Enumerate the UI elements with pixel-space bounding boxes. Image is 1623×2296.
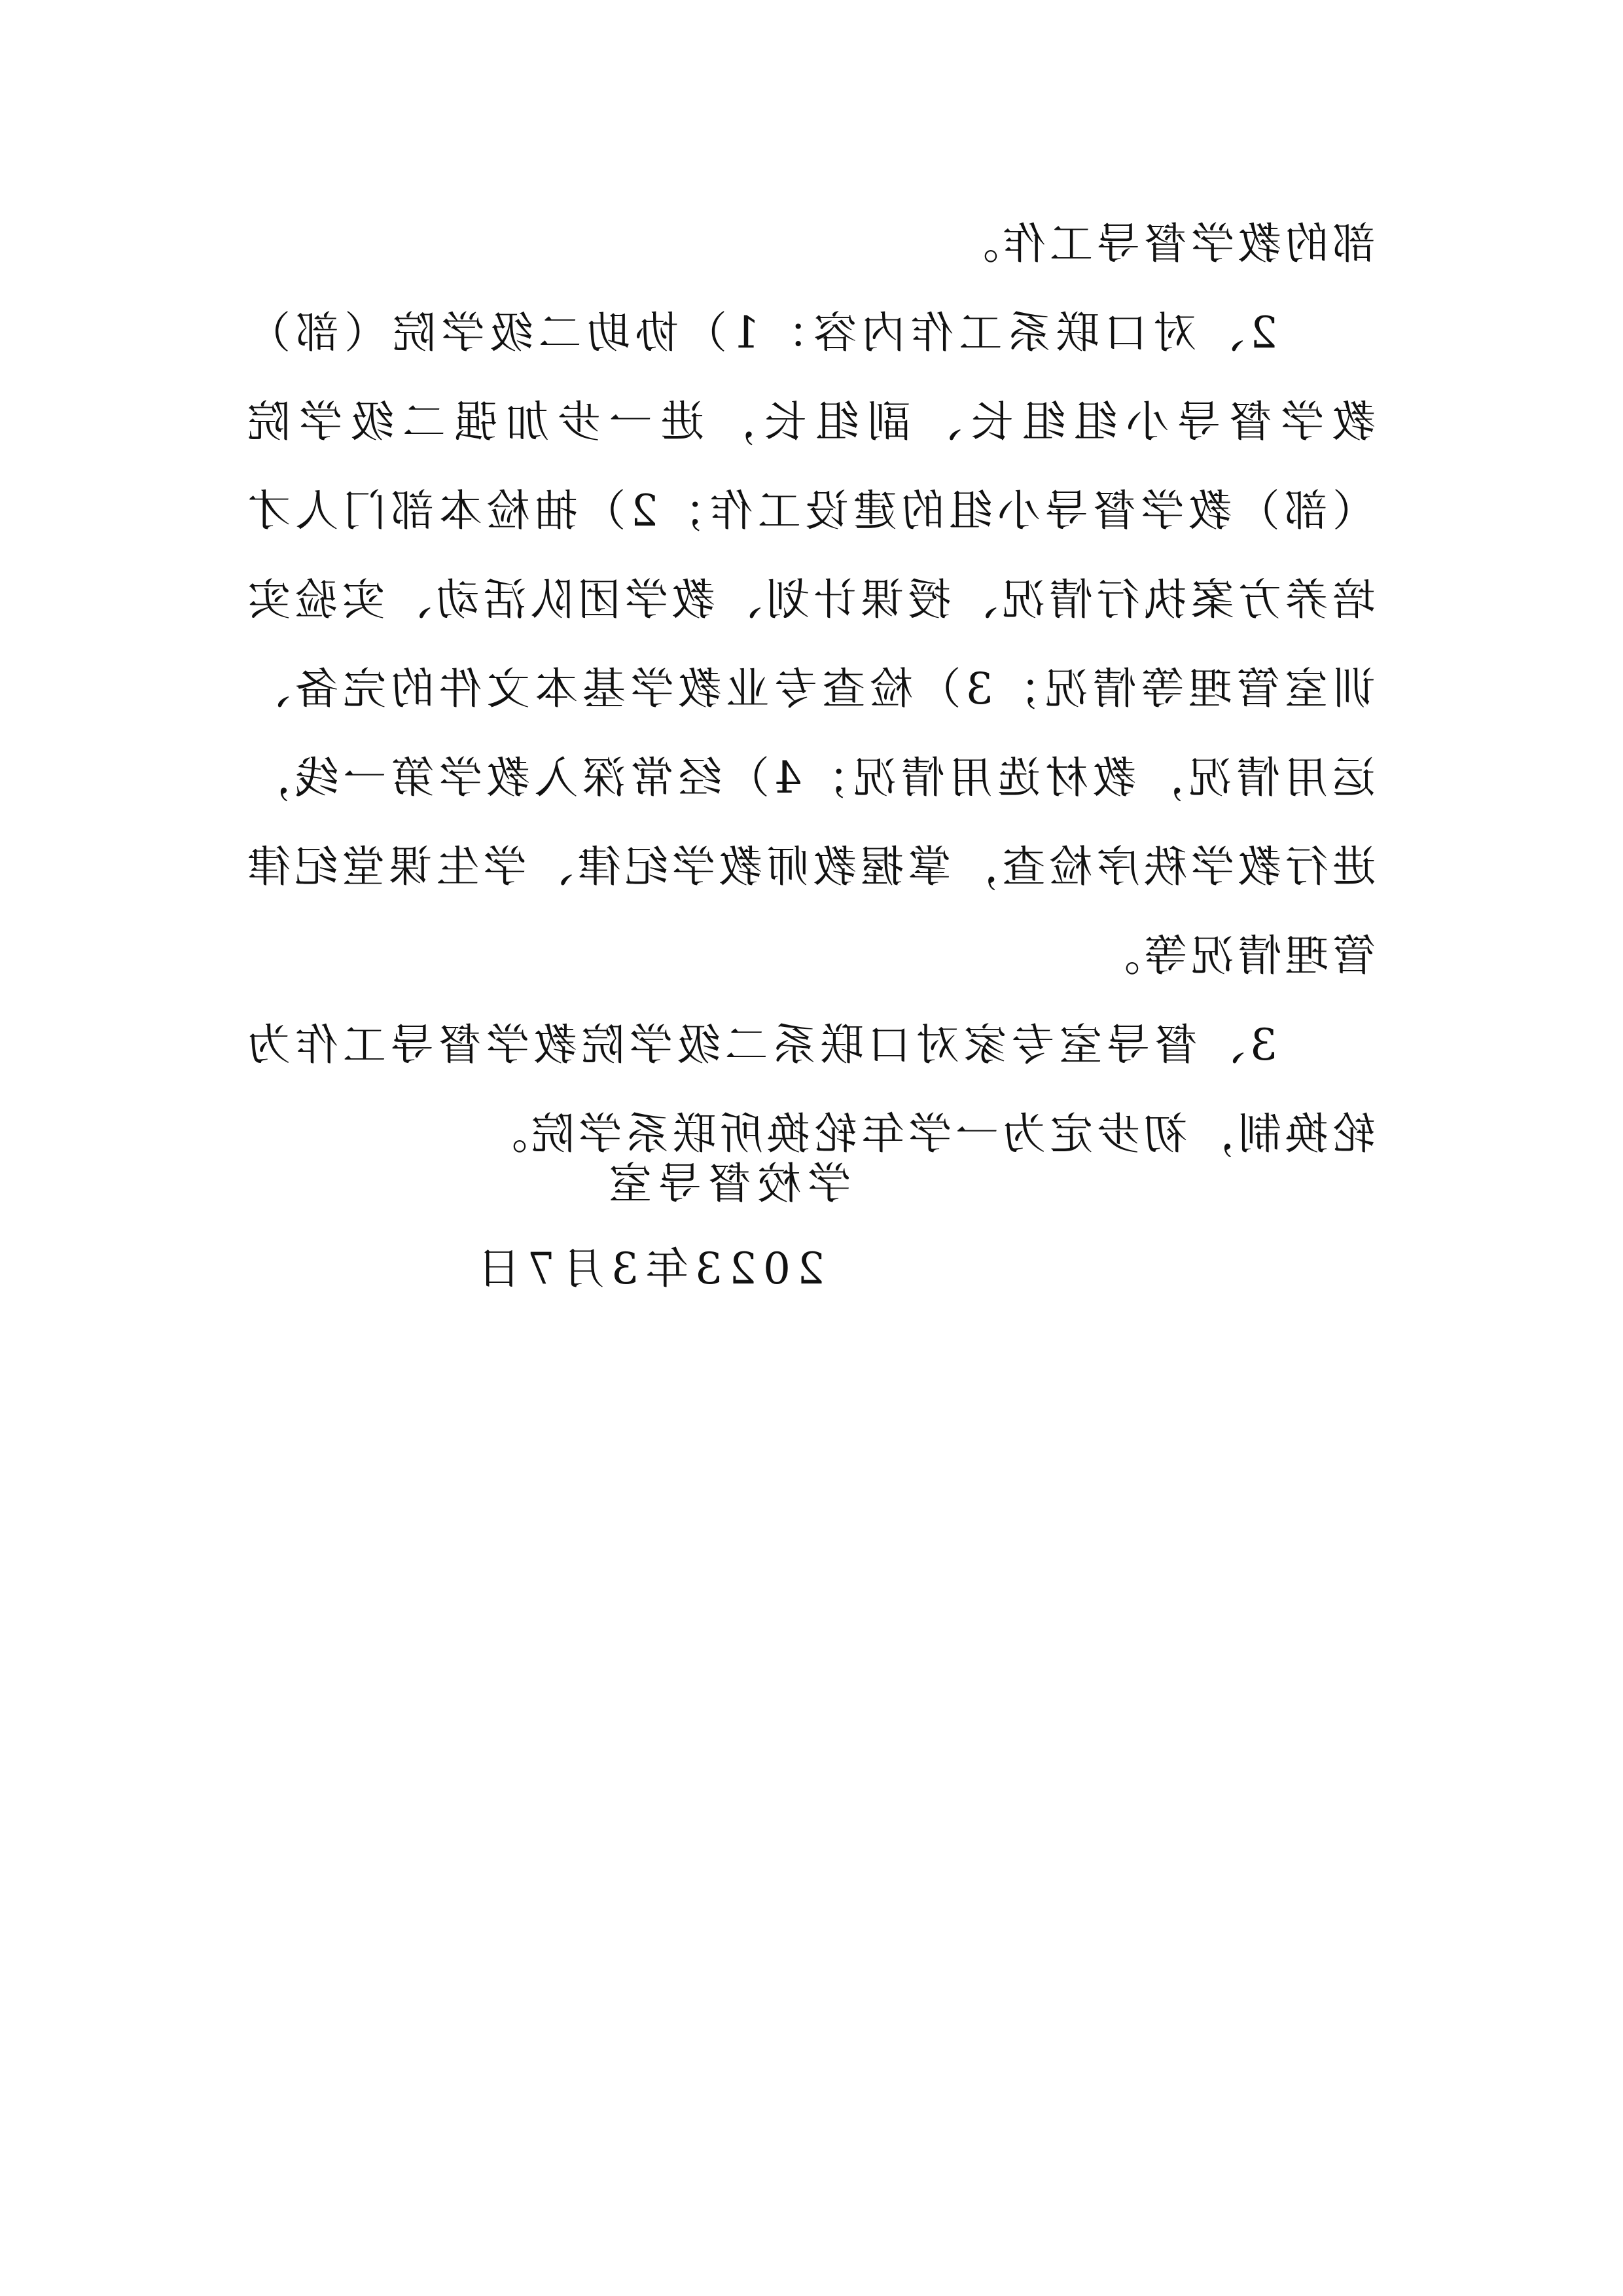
signature-organization: 学校督导室: [602, 1158, 851, 1209]
paragraph-item-2: 2、对口联系工作内容：1）协助二级学院（部）教学督导小组组长、副组长，进一步加强二级学院（部）教学督导小组的建设工作；2）抽检本部门人才培养方案执行情况、授课计划、教学团队活动、实验实训室管理等情况；3）检查专业教学基本文件的完备、运用情况，教材选用情况；4）经常深入教学第一线，进行教学秩序检查，掌握教师教学纪律、学生课堂纪律管理情况等。: [243, 308, 1376, 981]
paragraph-item-3: 3、督导室专家对口联系二级学院教学督导工作为轮换制，初步定为一学年轮换所联系学院。: [243, 1020, 1376, 1159]
signature-date: 2023年3月7日: [471, 1244, 825, 1294]
paragraph-continuation: 部的教学督导工作。: [952, 219, 1376, 269]
document-body: [243, 200, 1376, 1179]
